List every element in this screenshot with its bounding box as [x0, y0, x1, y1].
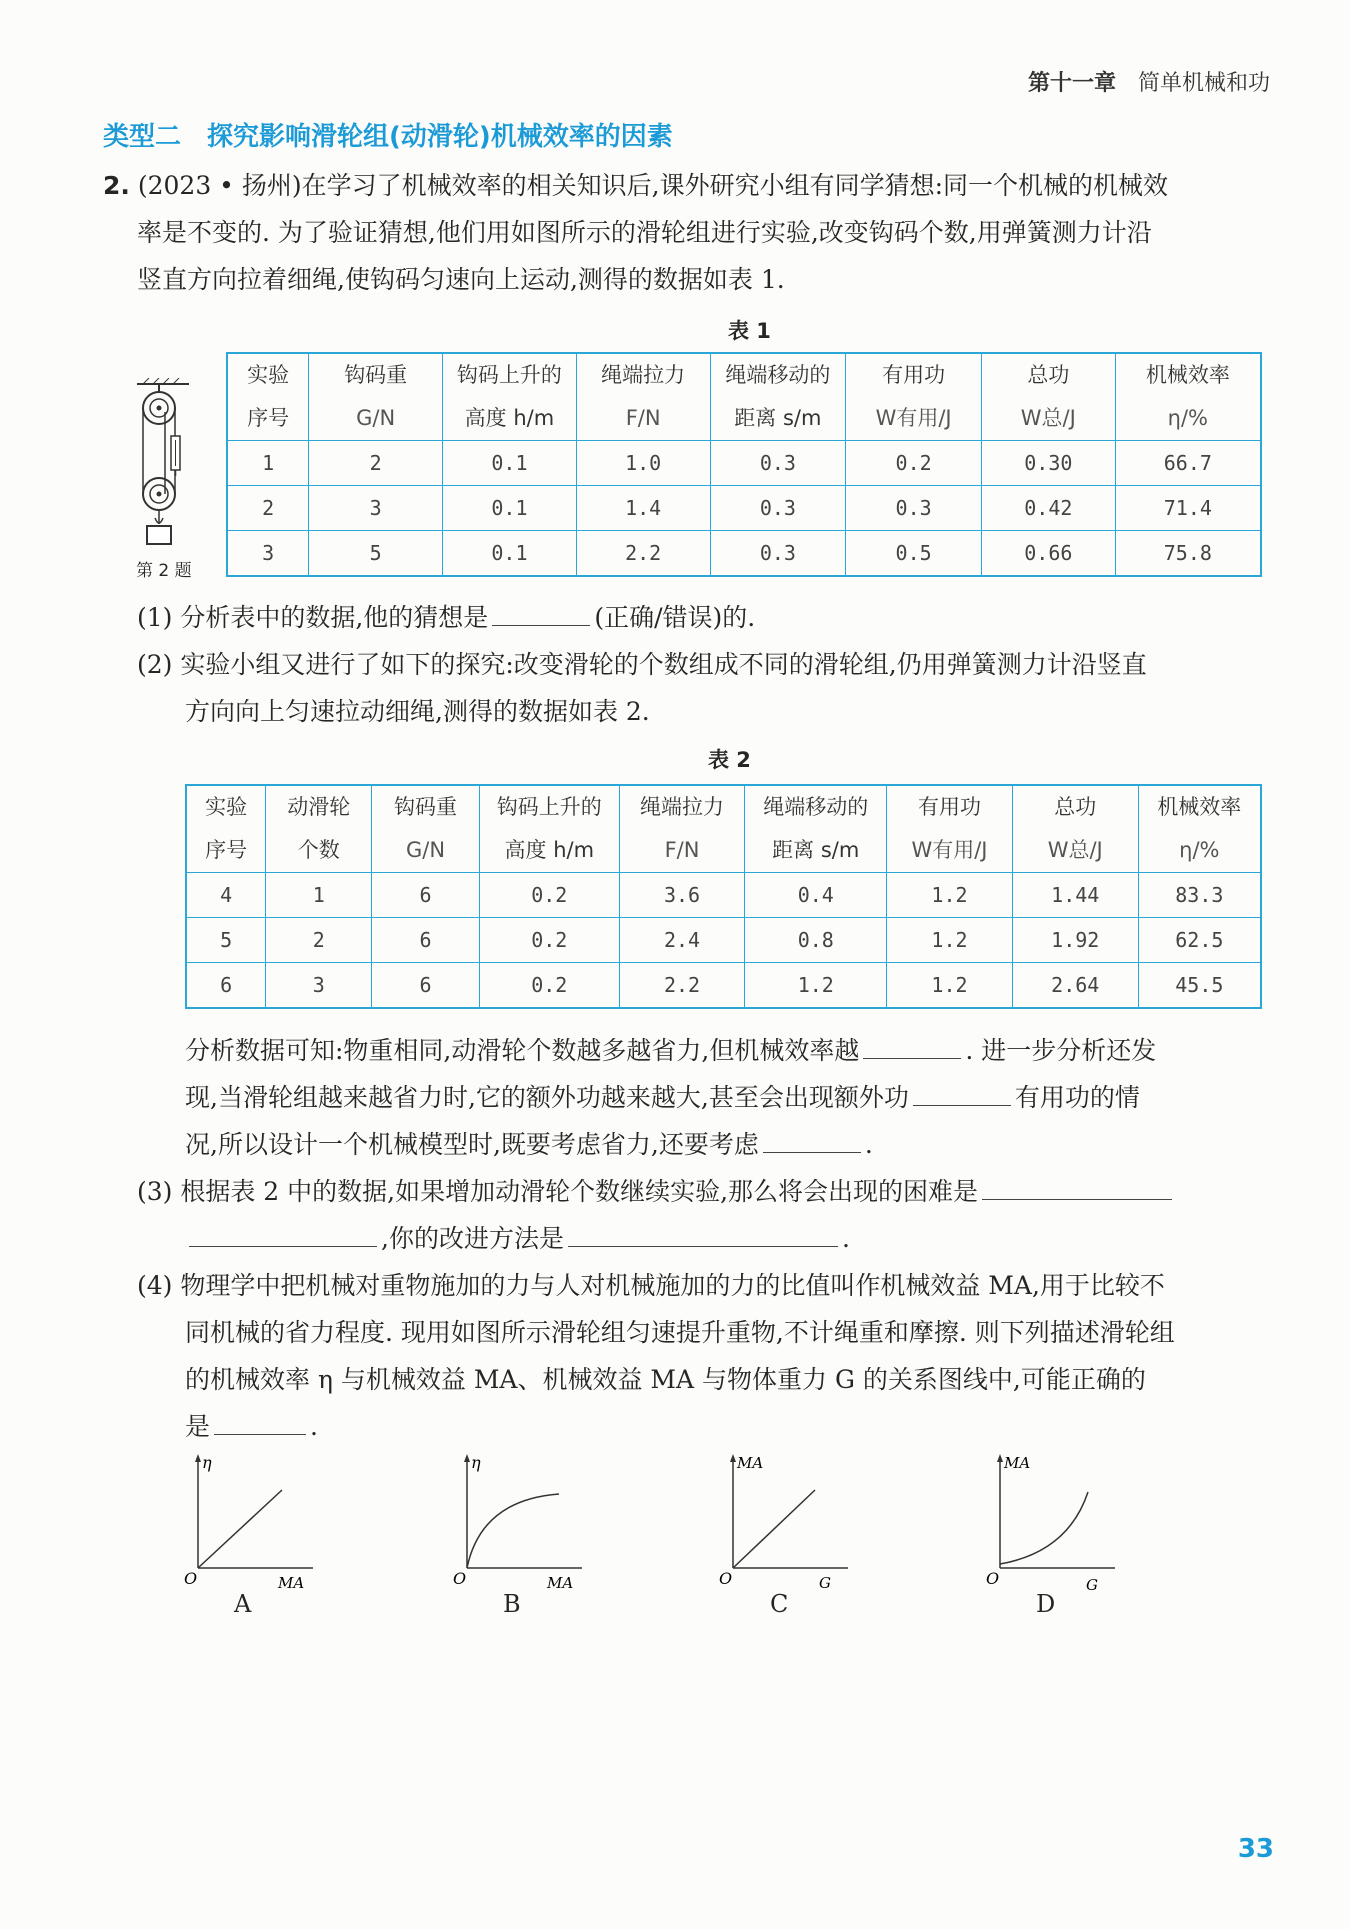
graph-c-x-label: G — [819, 1574, 831, 1590]
table2-header-cell: 有用功 W有用/J — [887, 785, 1013, 873]
table-cell: 0.3 — [710, 531, 846, 577]
graph-b-origin: O — [453, 1569, 467, 1588]
table-cell: 2.2 — [619, 963, 745, 1009]
table1-header-cell: 绳端拉力 F/N — [576, 353, 710, 441]
table-cell: 0.1 — [443, 441, 577, 486]
table-cell: 6 — [372, 873, 480, 918]
analysis-line-1: 分析数据可知:物重相同,动滑轮个数越多越省力,但机械效率越 . 进一步分析还发 — [185, 1036, 1157, 1065]
graph-d-origin: O — [986, 1569, 1000, 1588]
table-cell: 0.3 — [710, 486, 846, 531]
table-cell: 0.30 — [981, 441, 1115, 486]
page-number: 33 — [1237, 1834, 1274, 1864]
q4-line-4: 是 . — [185, 1412, 318, 1441]
table-cell: 2 — [227, 486, 309, 531]
table2-header-cell: 绳端拉力 F/N — [619, 785, 745, 873]
table-row — [227, 441, 1261, 486]
q1-text-end: (正确/错误)的. — [594, 603, 756, 632]
q1-line — [137, 594, 755, 641]
table-row — [186, 873, 1261, 918]
question-text-1: (2023 • 扬州)在学习了机械效率的相关知识后,课外研究小组有同学猜想:同一个机械的机械效 — [137, 171, 1169, 200]
table2-header-row — [186, 785, 1261, 873]
question-number: 2. — [103, 171, 130, 200]
q1-answer-blank[interactable] — [492, 624, 590, 626]
table1-header-cell: 总功 W总/J — [981, 353, 1115, 441]
graph-a-x-label: MA — [278, 1574, 305, 1590]
table-cell: 71.4 — [1115, 486, 1261, 531]
table-cell: 1.0 — [576, 441, 710, 486]
table-cell: 45.5 — [1138, 963, 1261, 1009]
analysis-blank-2[interactable] — [913, 1104, 1011, 1106]
graph-a-y-label: η — [202, 1453, 212, 1472]
q1-text: (1) 分析表中的数据,他的猜想是 — [137, 603, 489, 632]
table-cell: 2 — [309, 441, 443, 486]
table-row — [186, 918, 1261, 963]
table-2 — [185, 784, 1262, 1009]
option-a-label: A — [234, 1590, 252, 1618]
table-cell: 0.3 — [846, 486, 982, 531]
analysis-blank-3[interactable] — [763, 1151, 861, 1153]
graph-b-x-label: MA — [547, 1574, 574, 1590]
section-label: 类型二 — [103, 122, 182, 152]
table1-header-cell: 绳端移动的 距离 s/m — [710, 353, 846, 441]
table-cell: 0.2 — [846, 441, 982, 486]
table-cell: 1.2 — [887, 918, 1013, 963]
table-cell: 0.42 — [981, 486, 1115, 531]
table-cell: 75.8 — [1115, 531, 1261, 577]
table-cell: 6 — [372, 918, 480, 963]
table-cell: 0.2 — [479, 873, 619, 918]
table1-caption: 表 1 — [728, 319, 771, 343]
table-cell: 1.2 — [887, 963, 1013, 1009]
q2-line-1: (2) 实验小组又进行了如下的探究:改变滑轮的个数组成不同的滑轮组,仍用弹簧测力计沿竖直 — [137, 650, 1147, 679]
q3-blank-2[interactable] — [189, 1245, 377, 1247]
table-cell: 3 — [227, 531, 309, 577]
analysis-blank-1[interactable] — [863, 1057, 961, 1059]
table1-header-cell: 机械效率 η/% — [1115, 353, 1261, 441]
table-cell: 5 — [186, 918, 266, 963]
q2-line-2: 方向向上匀速拉动细绳,测得的数据如表 2. — [185, 697, 650, 726]
q3-blank-1[interactable] — [982, 1198, 1172, 1200]
table-cell: 1 — [227, 441, 309, 486]
option-b-label: B — [503, 1590, 521, 1618]
table1-header-cell: 钩码上升的 高度 h/m — [443, 353, 577, 441]
table-cell: 6 — [372, 963, 480, 1009]
table-cell: 6 — [186, 963, 266, 1009]
graph-d-y-label: MA — [1004, 1454, 1031, 1472]
table-cell: 0.8 — [745, 918, 887, 963]
table-cell: 0.2 — [479, 963, 619, 1009]
q4-line-1: (4) 物理学中把机械对重物施加的力与人对机械施加的力的比值叫作机械效益 MA,用于比较不 — [137, 1271, 1165, 1300]
graph-c — [713, 1450, 863, 1590]
graph-a-origin: O — [184, 1569, 198, 1588]
table2-header-cell: 钩码重 G/N — [372, 785, 480, 873]
q4-line-2: 同机械的省力程度. 现用如图所示滑轮组匀速提升重物,不计绳重和摩擦. 则下列描述滑轮组 — [185, 1318, 1175, 1347]
graph-c-origin: O — [719, 1569, 733, 1588]
table-cell: 0.3 — [710, 441, 846, 486]
chapter-header — [1028, 66, 1270, 97]
table-row — [186, 963, 1261, 1009]
option-d-label: D — [1036, 1590, 1056, 1618]
q4-line-3: 的机械效率 η 与机械效益 MA、机械效益 MA 与物体重力 G 的关系图线中,可能正确的 — [185, 1365, 1146, 1394]
pulley-system-figure — [133, 378, 193, 550]
table2-caption: 表 2 — [708, 748, 751, 772]
analysis-line-2: 现,当滑轮组越来越省力时,它的额外功越来越大,甚至会出现额外功 有用功的情 — [185, 1083, 1140, 1112]
table2-header-cell: 钩码上升的 高度 h/m — [479, 785, 619, 873]
table-cell: 2 — [266, 918, 372, 963]
table-cell: 3 — [309, 486, 443, 531]
graph-b-y-label: η — [471, 1453, 481, 1472]
graph-d — [980, 1450, 1130, 1590]
table-cell: 1 — [266, 873, 372, 918]
table-cell: 62.5 — [1138, 918, 1261, 963]
table-cell: 1.92 — [1012, 918, 1138, 963]
section-heading: 探究影响滑轮组(动滑轮)机械效率的因素 — [207, 122, 673, 152]
table-cell: 1.44 — [1012, 873, 1138, 918]
q3-line-1: (3) 根据表 2 中的数据,如果增加动滑轮个数继续实验,那么将会出现的困难是 — [137, 1168, 1176, 1215]
chapter-title: 简单机械和功 — [1137, 71, 1270, 96]
table-cell: 1.2 — [887, 873, 1013, 918]
table1-header-cell: 有用功 W有用/J — [846, 353, 982, 441]
table-1 — [226, 352, 1262, 577]
table-cell: 0.66 — [981, 531, 1115, 577]
q3-line-2: ,你的改进方法是 . — [185, 1215, 850, 1262]
table-cell: 0.1 — [443, 486, 577, 531]
table-cell: 3.6 — [619, 873, 745, 918]
table1-header-cell: 实验 序号 — [227, 353, 309, 441]
table1-header-row — [227, 353, 1261, 441]
table-cell: 1.2 — [745, 963, 887, 1009]
graph-a — [178, 1450, 328, 1590]
table-cell: 1.4 — [576, 486, 710, 531]
table-cell: 5 — [309, 531, 443, 577]
table-cell: 2.4 — [619, 918, 745, 963]
chapter-number: 第十一章 — [1027, 71, 1116, 96]
table-cell: 4 — [186, 873, 266, 918]
table-cell: 3 — [266, 963, 372, 1009]
table2-header-cell: 动滑轮 个数 — [266, 785, 372, 873]
section-title — [103, 116, 673, 153]
table-cell: 0.4 — [745, 873, 887, 918]
table-cell: 83.3 — [1138, 873, 1261, 918]
table-cell: 66.7 — [1115, 441, 1261, 486]
table2-header-cell: 绳端移动的 距离 s/m — [745, 785, 887, 873]
figure-caption: 第 2 题 — [136, 561, 192, 581]
table-row — [227, 531, 1261, 577]
table-cell: 2.2 — [576, 531, 710, 577]
table-cell: 0.2 — [479, 918, 619, 963]
question-line-2: 率是不变的. 为了验证猜想,他们用如图所示的滑轮组进行实验,改变钩码个数,用弹簧测力计沿 — [137, 218, 1152, 247]
table1-header-cell: 钩码重 G/N — [309, 353, 443, 441]
question-line-1 — [103, 162, 1168, 209]
q3-blank-3[interactable] — [568, 1245, 838, 1247]
q4-answer-blank[interactable] — [214, 1433, 306, 1435]
table-cell: 0.1 — [443, 531, 577, 577]
table2-header-cell: 总功 W总/J — [1012, 785, 1138, 873]
table-row — [227, 486, 1261, 531]
graph-c-y-label: MA — [737, 1454, 764, 1472]
graph-d-x-label: G — [1086, 1576, 1098, 1590]
table2-header-cell: 实验 序号 — [186, 785, 266, 873]
table-cell: 0.5 — [846, 531, 982, 577]
analysis-line-3: 况,所以设计一个机械模型时,既要考虑省力,还要考虑 . — [185, 1130, 873, 1159]
table-cell: 2.64 — [1012, 963, 1138, 1009]
table2-header-cell: 机械效率 η/% — [1138, 785, 1261, 873]
option-c-label: C — [770, 1590, 789, 1618]
graph-b — [447, 1450, 597, 1590]
question-line-3: 竖直方向拉着细绳,使钩码匀速向上运动,测得的数据如表 1. — [137, 265, 785, 294]
